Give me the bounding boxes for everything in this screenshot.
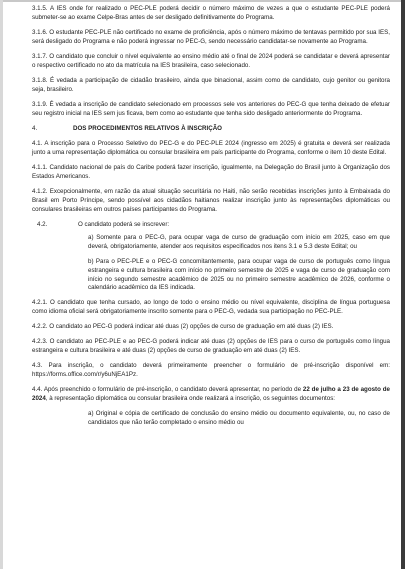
option-b: b) Para o PEC-PLE e o PEC-G concomitantemente, para ocupar vaga de curso de português como língua estrangeira e cultura brasileira com início no primeiro semestre de 2025 e vaga de curso de graduação com início no segundo semestre acadêmico de 2025 ou no primeiro semestre acadêmico de 2026, conforme o calendário acadêmico da IES indicada. (88, 257, 390, 292)
item-4-2-text: O candidato poderá se inscrever: (78, 221, 170, 228)
page-left-edge (0, 0, 3, 569)
item-4-2 (32, 221, 390, 230)
page-top-edge (0, 0, 405, 2)
paragraph-4-1-2: 4.1.2. Excepcionalmente, em razão da atual situação securitária no Haiti, não serão recebidas inscrições junto à Embaixada do Brasil em Porto Príncipe, sendo possível aos cidadãos haitianos realizar inscrição junto às representações diplomáticas ou consulares brasileiras em outros países participantes do Programa. (32, 188, 390, 213)
paragraph-4-4-date-range: 22 de julho a 23 de agosto de 2024 (32, 386, 390, 403)
paragraph-4-1-1: 4.1.1. Candidato nacional de país do Caribe poderá fazer inscrição, igualmente, na Delegação do Brasil junto à Organização dos Estados Americanos. (32, 164, 390, 180)
section-number: 4. (32, 125, 38, 132)
paragraph-4-1: 4.1. A inscrição para o Processo Seletivo do PEC-G e do PEC-PLE 2024 (ingresso em 2025) é gratuita e deverá ser realizada junto a uma representação diplomática ou consular brasileira em país participante do Programa, conforme o item 10 deste Edital. (32, 140, 390, 156)
paragraph-4-4-prefix: 4.4. Após preenchido o formulário de pré-inscrição, o candidato deverá apresentar, no período de (32, 386, 303, 394)
paragraph-4-2-3: 4.2.3. O candidato ao PEC-PLE e ao PEC-G poderá indicar até duas (2) opções de IES para o curso de português como língua estrangeira e cultura brasileira e até duas (2) opções de curso de graduação em até duas (2) IES. (32, 338, 390, 355)
item-4-2-number: 4.2. (37, 221, 48, 228)
document-item-a: a) Original e cópia de certificado de conclusão do ensino médio ou documento equivalente, ou, no caso de candidatos que não terão completado o ensino médio ou (88, 410, 390, 427)
item-4-2-options (88, 234, 390, 293)
page-right-edge (401, 0, 405, 569)
paragraph-4-3: 4.3. Para inscrição, o candidato deverá primeiramente preencher o formulário de pré-inscrição disponível em: https://forms.office.com/r/y6uNjEA1Pz. (32, 362, 390, 379)
paragraph-3-1-5: 3.1.5. A IES onde for realizado o PEC-PLE poderá decidir o número máximo de vezes a que o estudante PEC-PLE poderá submeter-se ao exame Celpe-Bras antes de ser desligado definitivamente do Programa. (32, 5, 390, 21)
paragraph-4-2-2: 4.2.2. O candidato ao PEC-G poderá indicar até duas (2) opções de curso de graduação em até duas (2) IES. (32, 323, 334, 331)
paragraph-3-1-6: 3.1.6. O estudante PEC-PLE não certificado no exame de proficiência, após o número máximo de tentavas permitido por sua IES, será desligado do Programa e não poderá ingressar no PEC-G, sendo necessário candidatar-se novamente ao Programa. (32, 29, 390, 45)
document-body (32, 5, 390, 428)
paragraph-4-2-1: 4.2.1. O candidato que tenha cursado, ao longo de todo o ensino médio ou nível equivalente, disciplina de língua portuguesa como idioma oficial será obrigatoriamente inscrito somente para o PEC-G, vedada sua participação no PEC-PLE. (32, 299, 390, 316)
paragraph-3-1-8: 3.1.8. É vedada a participação de cidadão brasileiro, ainda que binacional, assim como de candidato, cujo genitor ou genitora seja, brasileiro. (32, 77, 390, 93)
section-heading (32, 125, 390, 134)
paragraph-4-4-suffix: , à representação diplomática ou consular brasileira onde realizará a inscrição, os seguintes documentos: (45, 395, 336, 403)
section-title: DOS PROCEDIMENTOS RELATIVOS À INSCRIÇÃO (73, 125, 222, 132)
paragraph-4-4 (32, 386, 390, 404)
option-a: a) Somente para o PEC-G, para ocupar vaga de curso de graduação com início em 2025, caso em que deverá, obrigatoriamente, atender aos requisitos especificados nos itens 3.1 e 5.3 deste Edital; ou (88, 233, 390, 250)
paragraph-3-1-7: 3.1.7. O candidato que concluir o nível equivalente ao ensino médio até o final de 2024 poderá se candidatar e deverá apresentar o respectivo certificado no ato da matrícula na IES brasileira, caso selecionado. (32, 53, 390, 69)
item-4-4-documents (88, 410, 390, 428)
paragraph-3-1-9: 3.1.9. É vedada a inscrição de candidato selecionado em processos sele vos anteriores do PEC-G que tenha deixado de efetuar seu registro inicial na IES sem jus ficava, bem como ao estudante que tenha sido desligado anteriormente do Programa. (32, 101, 390, 117)
